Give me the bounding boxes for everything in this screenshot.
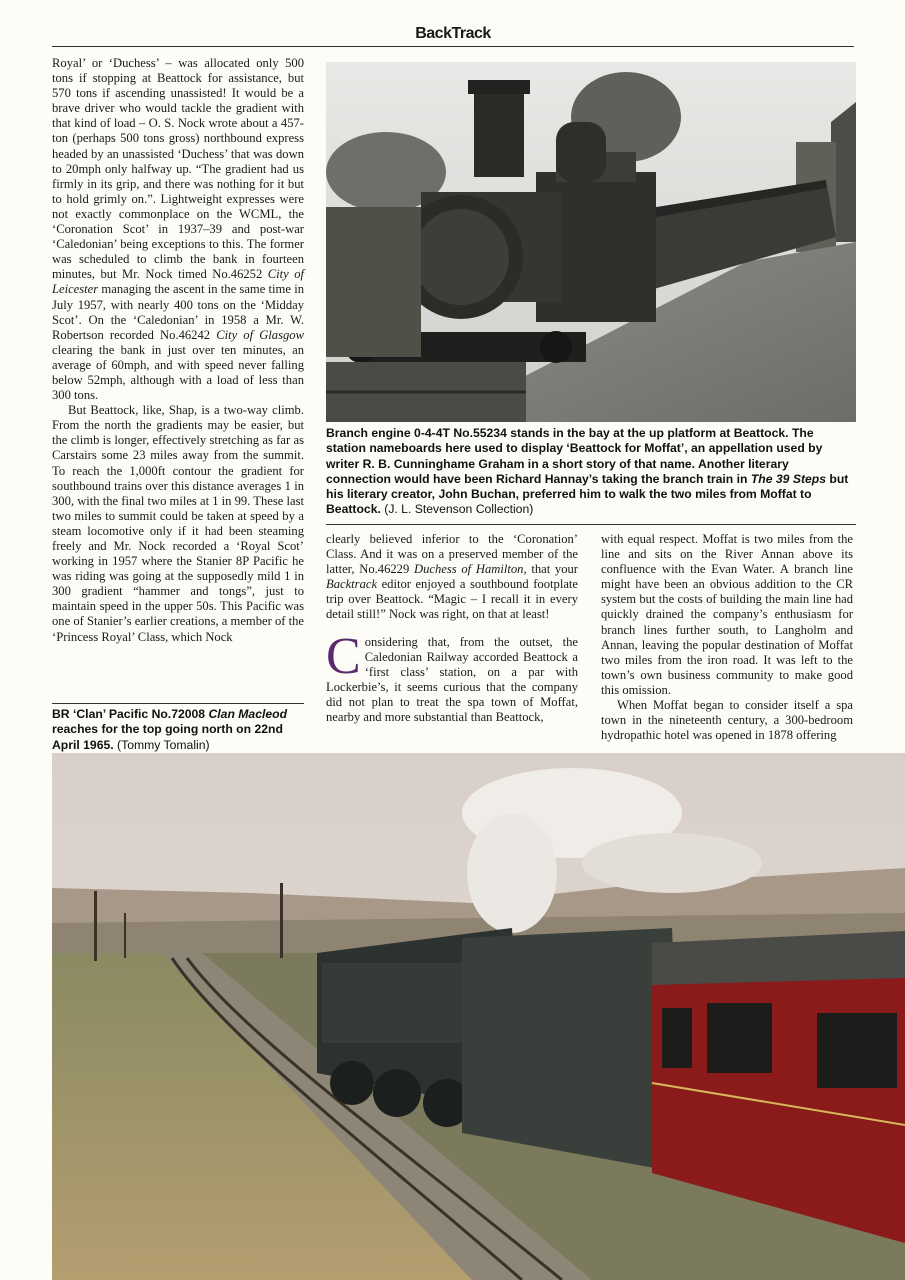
caption-divider (326, 524, 856, 525)
article-column-2 (326, 532, 578, 725)
photo-clan-macleod (52, 753, 905, 1280)
article-column-3 (601, 532, 853, 743)
paragraph: with equal respect. Moffat is two miles from the line and sits on the River Annan above its confluence with the Evan Water. A branch line might have been an obvious addition to the CR system but the costs of building the main line had quickly drained the company’s enthusiasm for branch lines further south, to Langholm and Annan, leaving the popular destination of Moffat two miles from the iron road. It was left to the town’s own business community to make good this omission. (601, 532, 853, 697)
paragraph: Considering that, from the outset, the Caledonian Railway accorded Beattock a ‘first class’ station, on a par with Lockerbie’s, it seems curious that the company did not plan to treat the spa town of Moffat, nearby and more substantial than Beattock, (326, 627, 578, 725)
masthead (52, 24, 854, 47)
caption-branch-engine: Branch engine 0-4-4T No.55234 stands in the bay at the up platform at Beattock. The station nameboards here used to display ‘Beattock for Moffat’, an appellation used by writer R. B. Cunninghame Graham in a short story of that name. Another literary connection would have been Richard Hannay’s taking the branch train in The 39 Steps but his literary creator, John Buchan, preferred him to walk the two miles from Moffat to Beattock. (J. L. Stevenson Collection) (326, 426, 849, 517)
masthead-title: BackTrack (415, 25, 491, 42)
paragraph: When Moffat began to consider itself a spa town in the nineteenth century, a 300-bedroom hydropathic hotel was opened in 1878 offering (601, 698, 853, 743)
paragraph: clearly believed inferior to the ‘Coronation’ Class. And it was on a preserved member of the latter, No.46229 Duchess of Hamilton, that your Backtrack editor enjoyed a southbound footplate trip over Beattock. “Magic – I recall it in every detail still!” Nock was right, on that at least! (326, 532, 578, 622)
paragraph: But Beattock, like, Shap, is a two-way climb. From the north the gradients may be easier, but the climb is longer, effectively stretching as far as Carstairs some 23 miles away from the summit. To reach the 1,000ft contour the gradient for southbound trains over this distance averages 1 in 300, with the final two miles at 1 in 99. These last two miles to summit could be taken at speed by a steam locomotive only if it had been steaming freely and Mr. Nock recorded a ‘Royal Scot’ working in 1957 where the Stanier 8P Pacific he was riding was going at the supposedly mild 1 in 300 gradient “hammer and tongs”, just to maintain speed in the upper 50s. This Pacific was one of Stanier’s earlier creations, a member of the ‘Princess Royal’ Class, which Nock (52, 403, 304, 644)
photo-branch-engine-beattock (326, 62, 856, 422)
drop-cap: C (326, 627, 361, 685)
article-column-1 (52, 56, 304, 645)
caption-clan-macleod: BR ‘Clan’ Pacific No.72008 Clan Macleod reaches for the top going north on 22nd April 1965. (Tommy Tomalin) (52, 703, 304, 753)
paragraph: Royal’ or ‘Duchess’ – was allocated only 500 tons if stopping at Beattock for assistance, but 570 tons if ascending unassisted! It would be a brave driver who would tackle the gradient with that kind of load – O. S. Nock wrote about a 457-ton (perhaps 500 tons gross) northbound express headed by an unassisted ‘Duchess’ that was down to 20mph only halfway up. “The gradient had us firmly in its grip, and there was nothing for it but to hold grimly on.”. Lightweight expresses were not exactly commonplace on the WCML, the ‘Coronation Scot’ in 1937–39 and post-war ‘Caledonian’ being exceptions to this. The former was scheduled to climb the bank in fourteen minutes, but Mr. Nock timed No.46252 City of Leicester managing the ascent in the same time in July 1957, with nearly 400 tons on the ‘Midday Scot’. On the ‘Caledonian’ in 1958 a Mr. W. Robertson recorded No.46242 City of Glasgow clearing the bank in just over ten minutes, an average of 60mph, and with speed never falling below 52mph, although with a load of less than 300 tons. (52, 56, 304, 403)
